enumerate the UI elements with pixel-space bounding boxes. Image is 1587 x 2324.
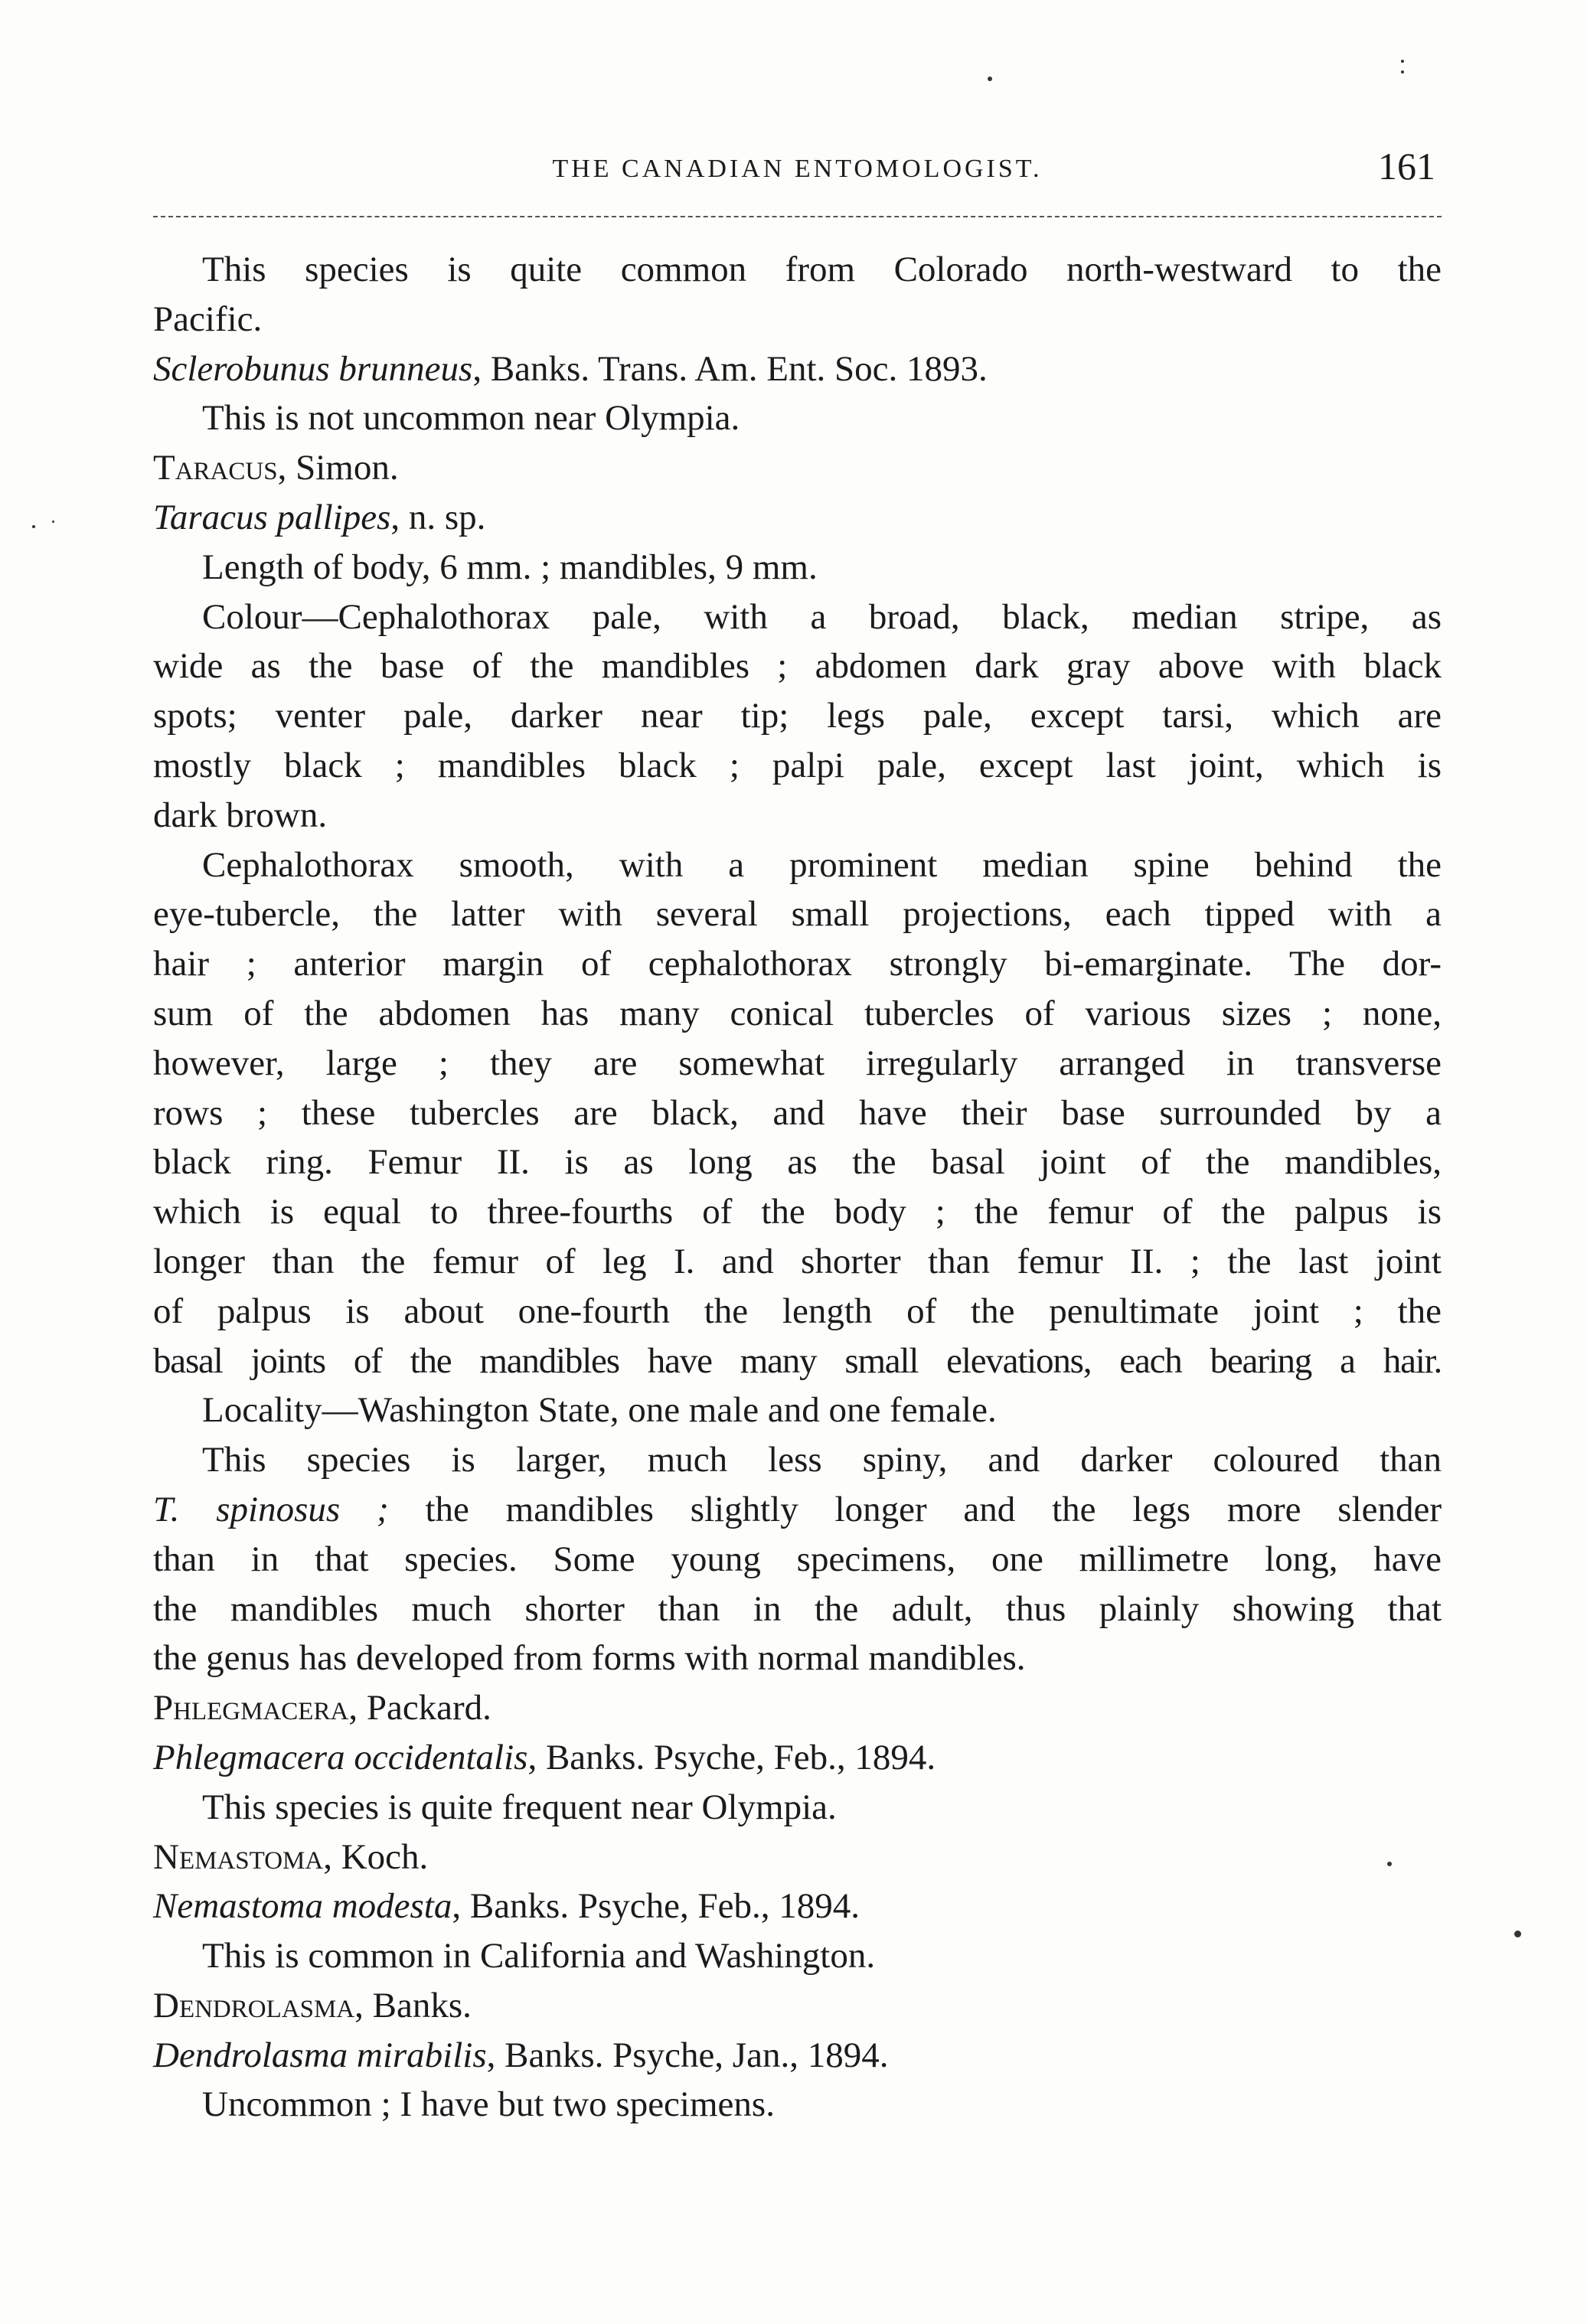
genus-author: , Packard. [348,1688,491,1728]
paragraph-line: the mandibles much shorter than in the adult, thus plainly showing that [153,1588,1442,1629]
species-name: Phlegmacera occidentalis [153,1737,528,1777]
genus-entry [153,1981,1442,2031]
species-entry [153,2031,1442,2081]
paragraph-line: hair ; anterior margin of cephalothorax strongly bi-emarginate. The dor- [153,944,1442,984]
genus-author: , Koch. [323,1836,429,1877]
paragraph-line: This species is quite common from Colorado north-westward to the [202,250,1442,289]
paragraph-line [153,1485,1442,1535]
species-name: Taracus pallipes [153,497,391,537]
paragraph-line: which is equal to three-fourths of the body ; the femur of the palpus is [153,1192,1442,1232]
genus-name: Phlegmacera [153,1688,349,1728]
paragraph-line: This species is larger, much less spiny, and darker coloured than [202,1440,1442,1480]
measurements: Length of body, 6 mm. ; mandibles, 9 mm. [202,547,818,587]
paragraph-line: sum of the abdomen has many conical tubercles of various sizes ; none, [153,993,1442,1033]
paragraph-line: Colour—Cephalothorax pale, with a broad, black, median stripe, as [202,596,1442,637]
species-entry [153,493,1442,543]
citation: , Banks. Psyche, Feb., 1894. [452,1886,860,1927]
species-note: This is common in California and Washington. [202,1936,876,1976]
genus-author: , Banks. [354,1985,472,2025]
paragraph-line: Pacific. [153,299,263,339]
paragraph-line: rows ; these tubercles are black, and have their base surrounded by a [153,1092,1442,1133]
scan-speck [32,525,35,528]
running-header [153,144,1442,190]
species-name: T. spinosus ; [153,1489,389,1529]
scan-speck [52,521,54,523]
paragraph-line: Cephalothorax smooth, with a prominent median spine behind the [202,844,1442,885]
paragraph-line: dark brown. [153,795,328,835]
paragraph-line: however, large ; they are somewhat irregularly arranged in transverse [153,1043,1442,1083]
genus-entry [153,443,1442,493]
page-number: 161 [1378,145,1435,188]
paragraph-text: the mandibles slightly longer and the legs more slender [388,1489,1442,1529]
species-note: This species is quite frequent near Olympia. [202,1787,837,1827]
genus-name: Taracus [153,448,278,488]
paragraph-line: basal joints of the mandibles have many small elevations, each bearing a hair. [153,1340,1442,1381]
paragraph-line: spots; venter pale, darker near tip; legs pale, except tarsi, which are [153,696,1442,736]
citation: , n. sp. [390,497,486,537]
species-entry [153,344,1442,394]
citation: , Banks. Psyche, Feb., 1894. [527,1737,936,1777]
paragraph-line: wide as the base of the mandibles ; abdomen dark gray above with black [153,646,1442,687]
species-name: Dendrolasma mirabilis [153,2035,487,2075]
scan-speck [988,77,992,81]
species-name: Sclerobunus brunneus [153,348,473,389]
species-note: Uncommon ; I have but two specimens. [202,2084,775,2125]
paragraph-line: than in that species. Some young specimens, one millimetre long, have [153,1539,1442,1579]
citation: , Banks. Trans. Am. Ent. Soc. 1893. [472,348,988,389]
genus-entry [153,1833,1442,1882]
species-note: This is not uncommon near Olympia. [202,398,740,439]
scan-speck [1514,1931,1521,1937]
paragraph-line: the genus has developed from forms with normal mandibles. [153,1638,1026,1679]
citation: , Banks. Psyche, Jan., 1894. [486,2035,889,2075]
species-entry [153,1733,1442,1783]
genus-name: Dendrolasma [153,1985,355,2025]
paragraph-line: longer than the femur of leg I. and shorter than femur II. ; the last joint [153,1241,1442,1281]
genus-author: , Simon. [277,448,399,488]
paragraph-line: mostly black ; mandibles black ; palpi pale, except last joint, which is [153,745,1442,785]
scan-speck [1401,70,1404,73]
body-text [153,245,1442,2130]
paragraph-line: of palpus is about one-fourth the length of the penultimate joint ; the [153,1291,1442,1331]
locality-line: Locality—Washington State, one male and one female. [202,1390,997,1431]
genus-name: Nemastoma [153,1836,324,1877]
journal-title: THE CANADIAN ENTOMOLOGIST. [552,155,1043,183]
scan-speck [1387,1862,1392,1866]
paragraph-line: eye-tubercle, the latter with several small projections, each tipped with a [153,894,1442,935]
species-entry [153,1882,1442,1931]
header-rule [153,216,1442,217]
genus-entry [153,1683,1442,1733]
scan-speck [1401,60,1404,63]
paragraph-line: black ring. Femur II. is as long as the basal joint of the mandibles, [153,1142,1442,1183]
species-name: Nemastoma modesta [153,1886,452,1927]
